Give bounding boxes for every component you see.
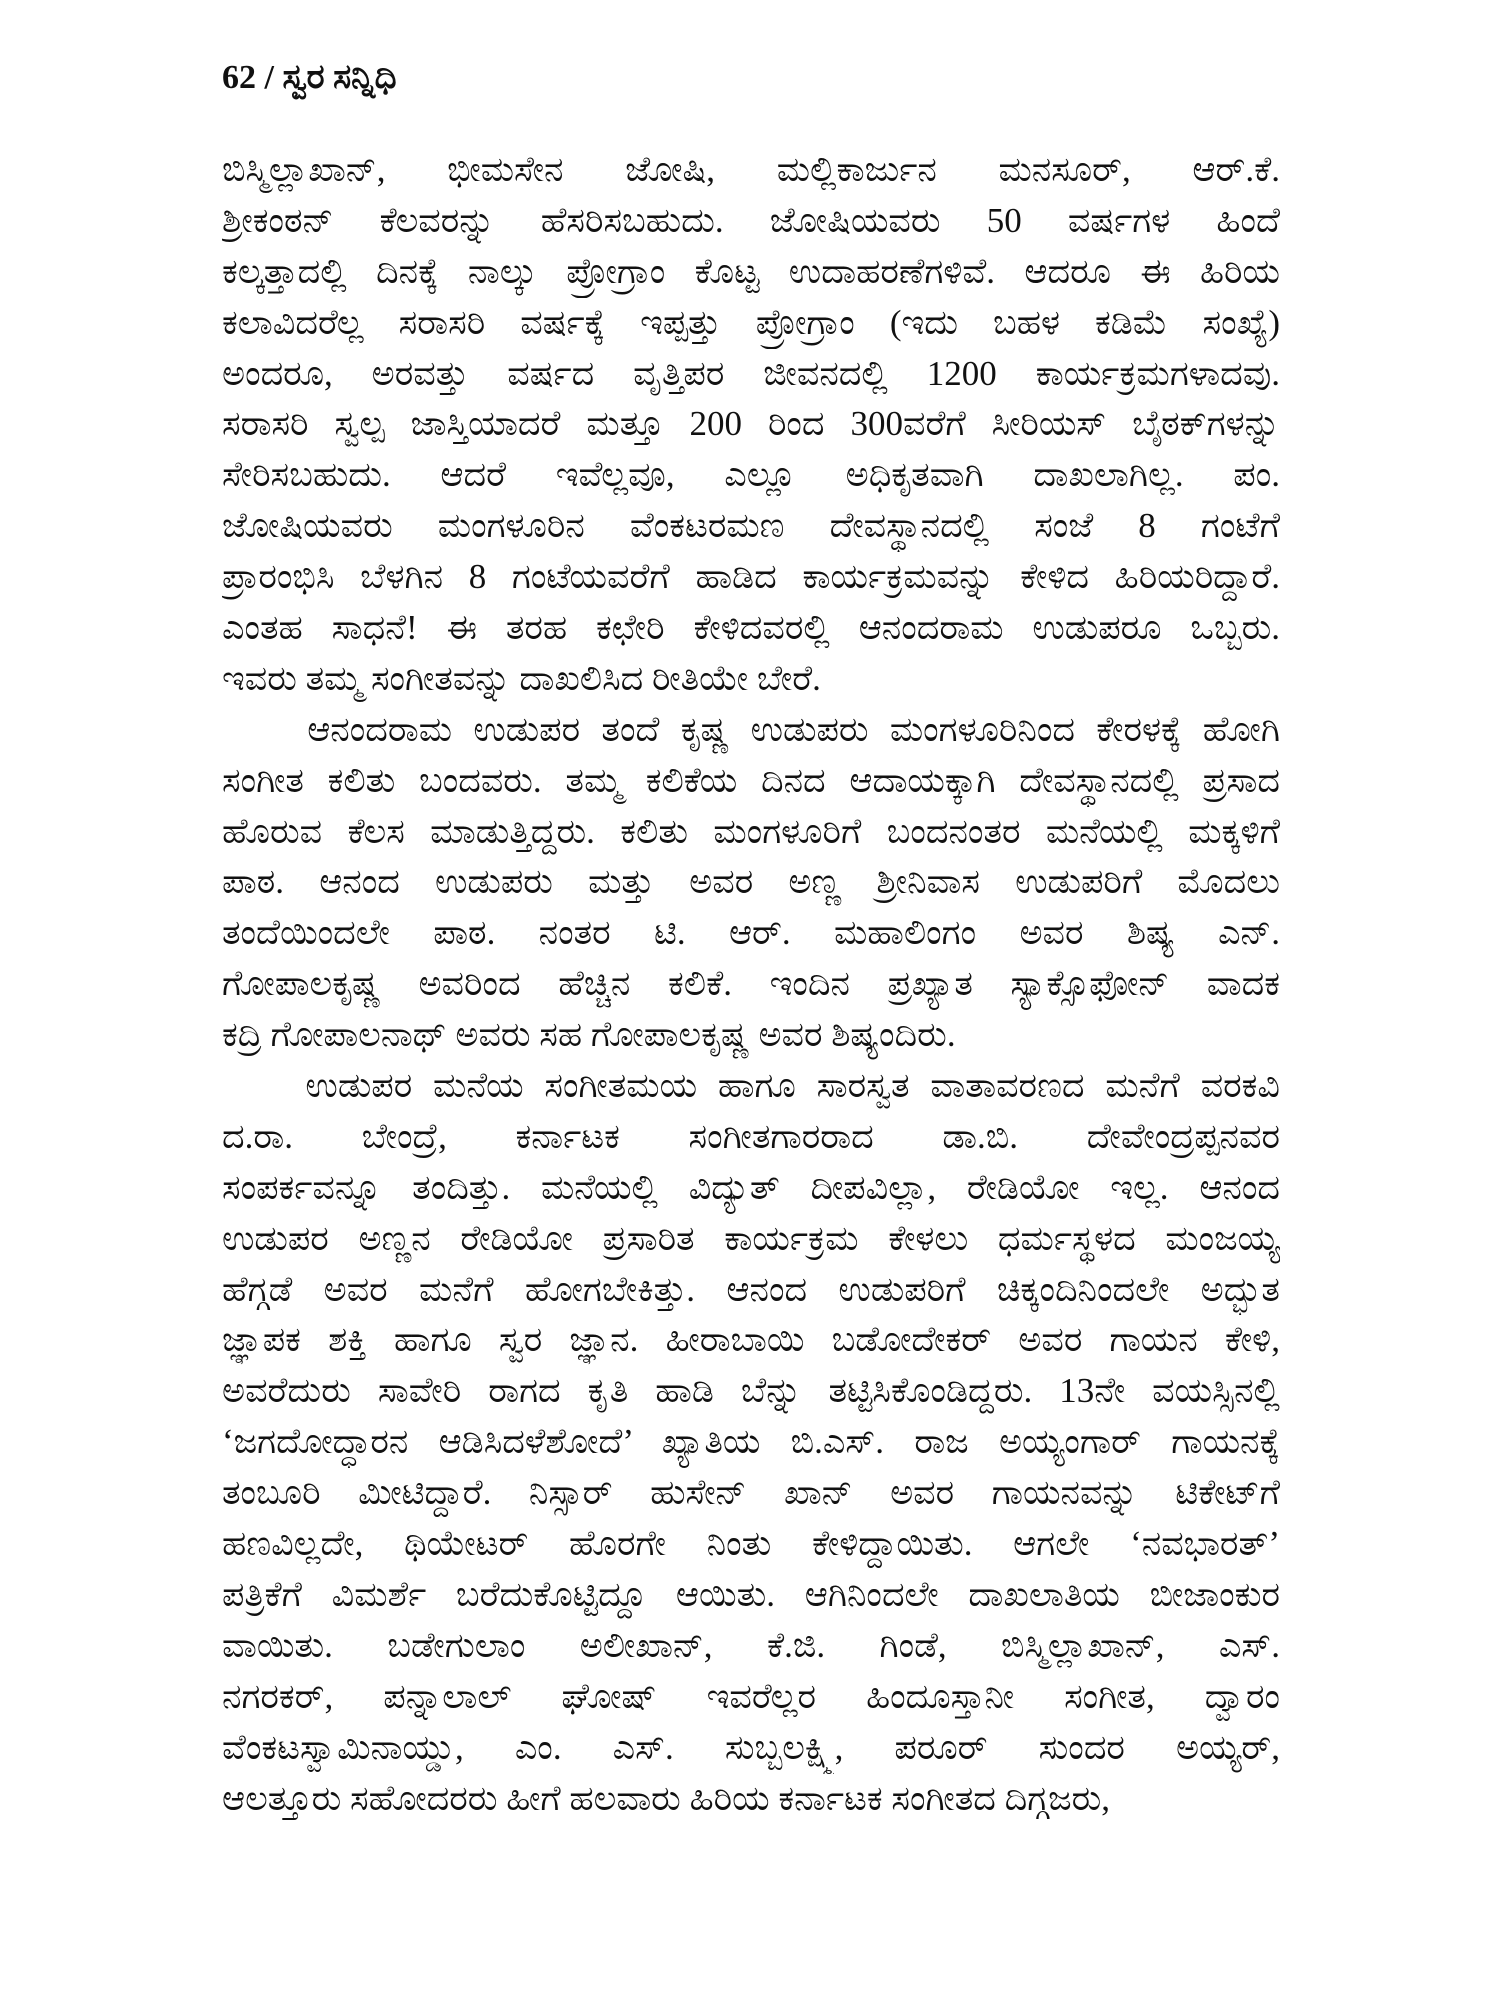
- text-line: ಉಡುಪರ ಮನೆಯ ಸಂಗೀತಮಯ ಹಾಗೂ ಸಾರಸ್ವತ ವಾತಾವರಣದ ಮನೆಗೆ ವರಕವಿ: [222, 1066, 1280, 1106]
- text-line: ಹಣವಿಲ್ಲದೇ, ಥಿಯೇಟರ್ ಹೊರಗೇ ನಿಂತು ಕೇಳಿದ್ದಾಯಿತು. ಆಗಲೇ ‘ನವಭಾರತ್’: [222, 1524, 1280, 1564]
- text-line: ತಂದೆಯಿಂದಲೇ ಪಾಠ. ನಂತರ ಟಿ. ಆರ್. ಮಹಾಲಿಂಗಂ ಅವರ ಶಿಷ್ಯ ಎನ್.: [222, 913, 1280, 953]
- text-line: ಸೇರಿಸಬಹುದು. ಆದರೆ ಇವೆಲ್ಲವೂ, ಎಲ್ಲೂ ಅಧಿಕೃತವಾಗಿ ದಾಖಲಾಗಿಲ್ಲ. ಪಂ.: [222, 455, 1280, 495]
- text-line: ಬಿಸ್ಮಿಲ್ಲಾಖಾನ್, ಭೀಮಸೇನ ಜೋಷಿ, ಮಲ್ಲಿಕಾರ್ಜುನ ಮನಸೂರ್, ಆರ್.ಕೆ.: [222, 150, 1280, 189]
- text-line: ವಾಯಿತು. ಬಡೇಗುಲಾಂ ಅಲೀಖಾನ್, ಕೆ.ಜಿ. ಗಿಂಡೆ, ಬಿಸ್ಮಿಲ್ಲಾಖಾನ್, ಎಸ್.: [222, 1625, 1280, 1665]
- text-line: ಸಂಗೀತ ಕಲಿತು ಬಂದವರು. ತಮ್ಮ ಕಲಿಕೆಯ ದಿನದ ಆದಾಯಕ್ಕಾಗಿ ದೇವಸ್ಥಾನದಲ್ಲಿ ಪ್ರಸಾದ: [222, 760, 1280, 800]
- text-line: ನಗರಕರ್, ಪನ್ನಾಲಾಲ್ ಘೋಷ್ ಇವರೆಲ್ಲರ ಹಿಂದೂಸ್ತಾನೀ ಸಂಗೀತ, ದ್ವಾರಂ: [222, 1676, 1280, 1716]
- text-line: ಅಂದರೂ, ಅರವತ್ತು ವರ್ಷದ ವೃತ್ತಿಪರ ಜೀವನದಲ್ಲಿ 1200 ಕಾರ್ಯಕ್ರಮಗಳಾದವು.: [222, 353, 1280, 393]
- text-line: ಪ್ರಾರಂಭಿಸಿ ಬೆಳಗಿನ 8 ಗಂಟೆಯವರೆಗೆ ಹಾಡಿದ ಕಾರ್ಯಕ್ರಮವನ್ನು ಕೇಳಿದ ಹಿರಿಯರಿದ್ದಾರೆ.: [222, 557, 1280, 597]
- text-line: ವೆಂಕಟಸ್ವಾಮಿನಾಯ್ಡು, ಎಂ. ಎಸ್. ಸುಬ್ಬಲಕ್ಷ್ಮಿ, ಪರೂರ್ ಸುಂದರ ಅಯ್ಯರ್,: [222, 1727, 1280, 1767]
- text-line: ಅವರೆದುರು ಸಾವೇರಿ ರಾಗದ ಕೃತಿ ಹಾಡಿ ಬೆನ್ನು ತಟ್ಟಿಸಿಕೊಂಡಿದ್ದರು. 13ನೇ ವಯಸ್ಸಿನಲ್ಲಿ: [222, 1371, 1280, 1411]
- text-line: ಪಾಠ. ಆನಂದ ಉಡುಪರು ಮತ್ತು ಅವರ ಅಣ್ಣ ಶ್ರೀನಿವಾಸ ಉಡುಪರಿಗೆ ಮೊದಲು: [222, 862, 1280, 902]
- text-line: ಕಲ್ಕತ್ತಾದಲ್ಲಿ ದಿನಕ್ಕೆ ನಾಲ್ಕು ಪ್ರೋಗ್ರಾಂ ಕೊಟ್ಟ ಉದಾಹರಣೆಗಳಿವೆ. ಆದರೂ ಈ ಹಿರಿಯ: [222, 251, 1280, 291]
- text-line: ಸರಾಸರಿ ಸ್ವಲ್ಪ ಜಾಸ್ತಿಯಾದರೆ ಮತ್ತೂ 200 ರಿಂದ 300ವರೆಗೆ ಸೀರಿಯಸ್ ಬೈಠಕ್‌ಗಳನ್ನು: [222, 404, 1280, 444]
- text-line: ತಂಬೂರಿ ಮೀಟಿದ್ದಾರೆ. ನಿಸ್ಸಾರ್ ಹುಸೇನ್ ಖಾನ್ ಅವರ ಗಾಯನವನ್ನು ಟಿಕೇಟ್‌ಗೆ: [222, 1473, 1280, 1513]
- paragraph-2: [222, 705, 1280, 1061]
- text-line: ಶ್ರೀಕಂಠನ್ ಕೆಲವರನ್ನು ಹೆಸರಿಸಬಹುದು. ಜೋಷಿಯವರು 50 ವರ್ಷಗಳ ಹಿಂದೆ: [222, 200, 1280, 240]
- text-line: ಕದ್ರಿ ಗೋಪಾಲನಾಥ್ ಅವರು ಸಹ ಗೋಪಾಲಕೃಷ್ಣ ಅವರ ಶಿಷ್ಯಂದಿರು.: [222, 1015, 956, 1055]
- text-line: ಜ್ಞಾಪಕ ಶಕ್ತಿ ಹಾಗೂ ಸ್ವರ ಜ್ಞಾನ. ಹೀರಾಬಾಯಿ ಬಡೋದೇಕರ್ ಅವರ ಗಾಯನ ಕೇಳಿ,: [222, 1320, 1280, 1360]
- paragraph-3: [222, 1061, 1280, 1824]
- text-line: ಕಲಾವಿದರೆಲ್ಲ ಸರಾಸರಿ ವರ್ಷಕ್ಕೆ ಇಪ್ಪತ್ತು ಪ್ರೋಗ್ರಾಂ (ಇದು ಬಹಳ ಕಡಿಮೆ ಸಂಖ್ಯೆ): [222, 302, 1280, 342]
- text-line: ಎಂತಹ ಸಾಧನೆ! ಈ ತರಹ ಕಛೇರಿ ಕೇಳಿದವರಲ್ಲಿ ಆನಂದರಾಮ ಉಡುಪರೂ ಒಬ್ಬರು.: [222, 608, 1280, 648]
- text-line: ಸಂಪರ್ಕವನ್ನೂ ತಂದಿತ್ತು. ಮನೆಯಲ್ಲಿ ವಿದ್ಯುತ್ ದೀಪವಿಲ್ಲಾ, ರೇಡಿಯೋ ಇಲ್ಲ. ಆನಂದ: [222, 1167, 1280, 1207]
- text-line: ಆನಂದರಾಮ ಉಡುಪರ ತಂದೆ ಕೃಷ್ಣ ಉಡುಪರು ಮಂಗಳೂರಿನಿಂದ ಕೇರಳಕ್ಕೆ ಹೋಗಿ: [222, 709, 1280, 749]
- text-line: ಜೋಷಿಯವರು ಮಂಗಳೂರಿನ ವೆಂಕಟರಮಣ ದೇವಸ್ಥಾನದಲ್ಲಿ ಸಂಜೆ 8 ಗಂಟೆಗೆ: [222, 506, 1280, 546]
- text-line: ‘ಜಗದೋದ್ಧಾರನ ಆಡಿಸಿದಳೆಶೋದೆ’ ಖ್ಯಾತಿಯ ಬಿ.ಎಸ್. ರಾಜ ಅಯ್ಯಂಗಾರ್ ಗಾಯನಕ್ಕೆ: [222, 1422, 1280, 1462]
- text-line: ಗೋಪಾಲಕೃಷ್ಣ ಅವರಿಂದ ಹೆಚ್ಚಿನ ಕಲಿಕೆ. ಇಂದಿನ ಪ್ರಖ್ಯಾತ ಸ್ಯಾಕ್ಸೊಫೋನ್ ವಾದಕ: [222, 964, 1280, 1004]
- text-line: ಇವರು ತಮ್ಮ ಸಂಗೀತವನ್ನು ದಾಖಲಿಸಿದ ರೀತಿಯೇ ಬೇರೆ.: [222, 658, 821, 698]
- text-line: ಹೊರುವ ಕೆಲಸ ಮಾಡುತ್ತಿದ್ದರು. ಕಲಿತು ಮಂಗಳೂರಿಗೆ ಬಂದನಂತರ ಮನೆಯಲ್ಲಿ ಮಕ್ಕಳಿಗೆ: [222, 811, 1280, 851]
- text-line: ಪತ್ರಿಕೆಗೆ ವಿಮರ್ಶೆ ಬರೆದುಕೊಟ್ಟಿದ್ದೂ ಆಯಿತು. ಆಗಿನಿಂದಲೇ ದಾಖಲಾತಿಯ ಬೀಜಾಂಕುರ: [222, 1574, 1280, 1614]
- text-line: ದ.ರಾ. ಬೇಂದ್ರೆ, ಕರ್ನಾಟಕ ಸಂಗೀತಗಾರರಾದ ಡಾ.ಬಿ. ದೇವೇಂದ್ರಪ್ಪನವರ: [222, 1116, 1280, 1156]
- text-line: ಉಡುಪರ ಅಣ್ಣನ ರೇಡಿಯೋ ಪ್ರಸಾರಿತ ಕಾರ್ಯಕ್ರಮ ಕೇಳಲು ಧರ್ಮಸ್ಥಳದ ಮಂಜಯ್ಯ: [222, 1218, 1280, 1258]
- text-line: ಹೆಗ್ಗಡೆ ಅವರ ಮನೆಗೆ ಹೋಗಬೇಕಿತ್ತು. ಆನಂದ ಉಡುಪರಿಗೆ ಚಿಕ್ಕಂದಿನಿಂದಲೇ ಅದ್ಭುತ: [222, 1269, 1280, 1309]
- running-head: 62 / ಸ್ವರ ಸನ್ನಿಧಿ: [222, 59, 397, 96]
- body-text: [222, 145, 1280, 1824]
- text-line: ಆಲತ್ತೂರು ಸಹೋದರರು ಹೀಗೆ ಹಲವಾರು ಹಿರಿಯ ಕರ್ನಾಟಕ ಸಂಗೀತದ ದಿಗ್ಗಜರು,: [222, 1778, 1111, 1818]
- paragraph-1: [222, 145, 1280, 705]
